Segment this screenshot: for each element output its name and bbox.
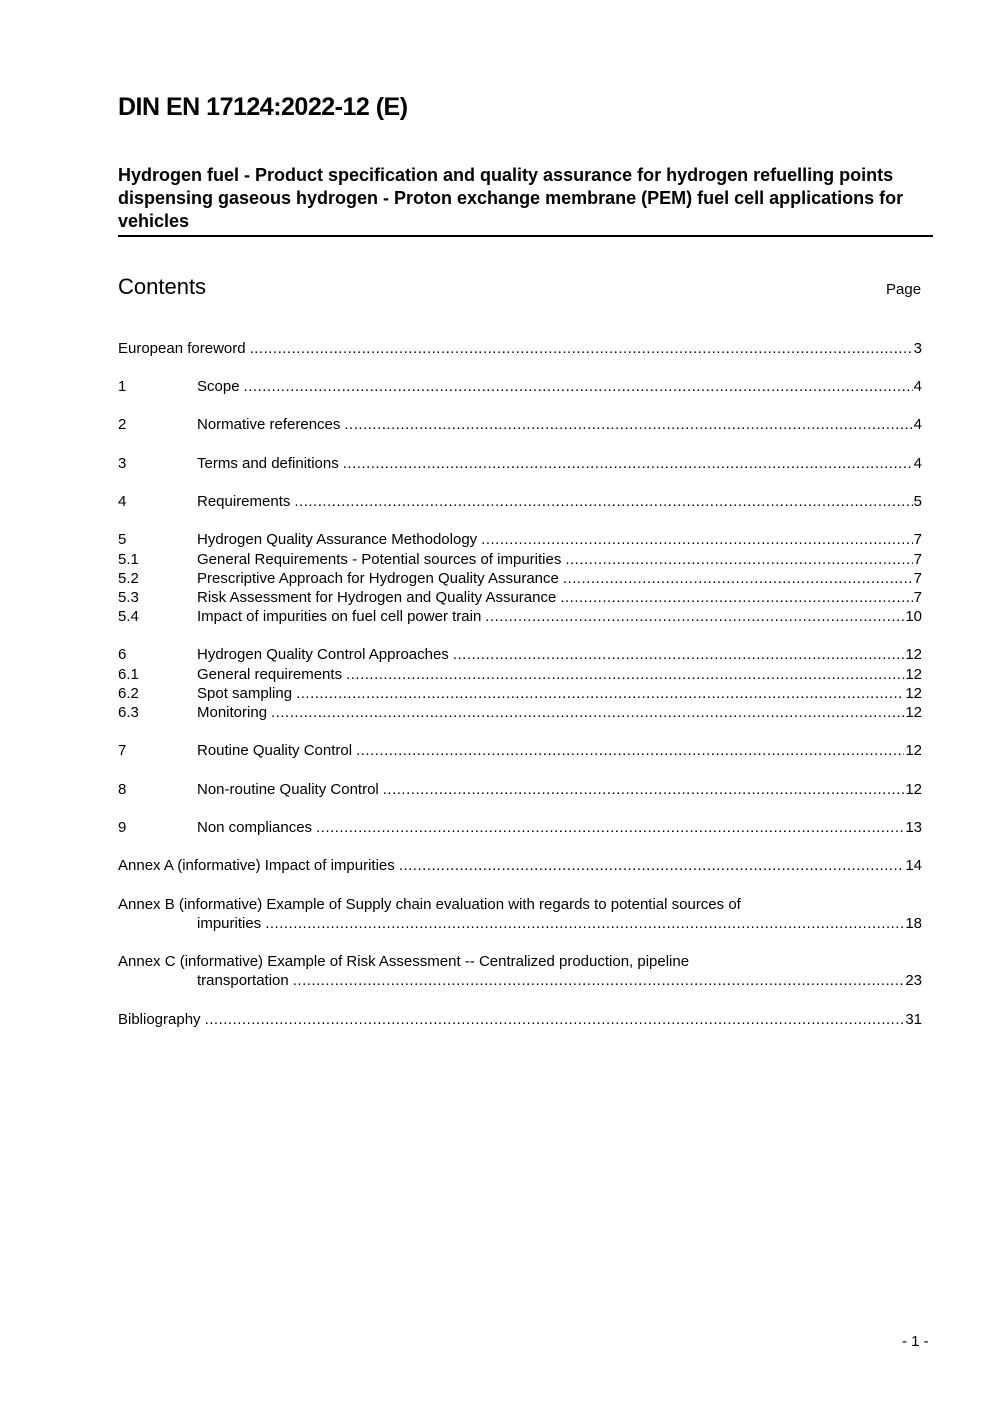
toc-entry-number: 6.2 <box>118 685 139 702</box>
toc-entry-page: 7 <box>913 551 922 568</box>
toc-entry-1[interactable] <box>118 377 922 396</box>
toc-entry-title: Terms and definitions <box>197 455 339 472</box>
toc-leader-dots <box>244 377 913 396</box>
toc-entry-title: Non compliances <box>197 819 313 836</box>
toc-entry-title: Non-routine Quality Control <box>197 781 379 798</box>
toc-entry-page: 12 <box>905 685 922 702</box>
toc-entry-number: 5.4 <box>118 608 139 625</box>
toc-entry-title: Hydrogen Quality Assurance Methodology <box>197 531 478 548</box>
toc-entry-6-2[interactable] <box>118 684 922 703</box>
toc-entry-title: Spot sampling <box>197 685 293 702</box>
toc-entry-number: 6.1 <box>118 666 139 683</box>
toc-entry-3[interactable] <box>118 454 922 473</box>
toc-entry-number: 6 <box>118 646 127 663</box>
toc-entry-5-4[interactable] <box>118 607 922 626</box>
toc-entry-number: 9 <box>118 819 127 836</box>
toc-entry-6-3[interactable] <box>118 703 922 722</box>
toc-entry-annex-c-title[interactable]: Annex C (informative) Example of Risk Assessment -- Centralized production, pipeline <box>118 953 690 970</box>
toc-entry-5-2[interactable] <box>118 569 922 588</box>
toc-entry-title: Normative references <box>197 416 341 433</box>
toc-entry-page: 31 <box>905 1011 922 1028</box>
toc-entry-6-1[interactable] <box>118 665 922 684</box>
page-number: - 1 - <box>902 1333 929 1350</box>
toc-leader-dots <box>399 856 905 875</box>
document-title: Hydrogen fuel - Product specification and quality assurance for hydrogen refuelling points dispensing gaseous hydrogen - Proton exchange membrane (PEM) fuel cell applications for vehicles <box>118 164 933 237</box>
toc-entry-bibliography[interactable] <box>118 1010 922 1029</box>
toc-entry-title-continued: impurities <box>197 915 262 932</box>
toc-entry-page: 13 <box>905 819 922 836</box>
toc-entry-number: 6.3 <box>118 704 139 721</box>
toc-leader-dots <box>343 454 913 473</box>
toc-entry-page: 5 <box>913 493 922 510</box>
toc-leader-dots <box>271 703 904 722</box>
toc-entry-page: 4 <box>913 378 922 395</box>
toc-entry-title: Impact of impurities on fuel cell power train <box>197 608 482 625</box>
toc-leader-dots <box>294 492 912 511</box>
toc-leader-dots <box>296 684 904 703</box>
toc-entry-number: 2 <box>118 416 127 433</box>
toc-entry-annex-c[interactable] <box>118 971 922 990</box>
toc-entry-title-continued: transportation <box>197 972 289 989</box>
toc-entry-number: 5 <box>118 531 127 548</box>
toc-leader-dots <box>453 645 905 664</box>
toc-entry-number: 5.2 <box>118 570 139 587</box>
toc-entry-page: 14 <box>905 857 922 874</box>
toc-leader-dots <box>563 569 913 588</box>
toc-entry-page: 12 <box>905 704 922 721</box>
toc-leader-dots <box>485 607 904 626</box>
toc-entry-5-1[interactable] <box>118 550 922 569</box>
toc-leader-dots <box>481 530 912 549</box>
toc-leader-dots <box>316 818 904 837</box>
toc-leader-dots <box>265 914 904 933</box>
toc-entry-title: Prescriptive Approach for Hydrogen Quality Assurance <box>197 570 559 587</box>
toc-leader-dots <box>344 415 912 434</box>
toc-entry-number: 4 <box>118 493 127 510</box>
toc-leader-dots <box>560 588 912 607</box>
toc-entry-number: 7 <box>118 742 127 759</box>
toc-leader-dots <box>356 741 904 760</box>
toc-entry-annex-b-title[interactable]: Annex B (informative) Example of Supply chain evaluation with regards to potential sources of <box>118 896 741 913</box>
toc-entry-page: 4 <box>913 416 922 433</box>
toc-entry-page: 18 <box>905 915 922 932</box>
toc-entry-foreword[interactable] <box>118 339 922 358</box>
toc-leader-dots <box>205 1010 905 1029</box>
contents-heading: Contents <box>118 274 207 299</box>
toc-entry-number: 3 <box>118 455 127 472</box>
toc-entry-annex-a[interactable] <box>118 856 922 875</box>
toc-entry-5[interactable] <box>118 530 922 549</box>
toc-entry-page: 12 <box>905 646 922 663</box>
toc-entry-7[interactable] <box>118 741 922 760</box>
toc-entry-number: 8 <box>118 781 127 798</box>
toc-leader-dots <box>346 665 904 684</box>
toc-leader-dots <box>565 550 912 569</box>
toc-entry-title: Routine Quality Control <box>197 742 353 759</box>
toc-entry-title: Bibliography <box>118 1011 201 1028</box>
toc-entry-4[interactable] <box>118 492 922 511</box>
toc-entry-2[interactable] <box>118 415 922 434</box>
toc-entry-number: 5.1 <box>118 551 139 568</box>
toc-entry-page: 7 <box>913 589 922 606</box>
document-code: DIN EN 17124:2022-12 (E) <box>118 93 408 121</box>
toc-entry-title: Scope <box>197 378 240 395</box>
toc-entry-page: 23 <box>905 972 922 989</box>
toc-entry-page: 7 <box>913 531 922 548</box>
toc-entry-9[interactable] <box>118 818 922 837</box>
page-column-label: Page <box>886 281 922 298</box>
toc-entry-title: Monitoring <box>197 704 268 721</box>
toc-entry-title: Hydrogen Quality Control Approaches <box>197 646 449 663</box>
toc-entry-page: 3 <box>913 340 922 357</box>
toc-entry-page: 12 <box>905 742 922 759</box>
toc-entry-title: General requirements <box>197 666 343 683</box>
toc-entry-title: Risk Assessment for Hydrogen and Quality Assurance <box>197 589 557 606</box>
toc-entry-page: 12 <box>905 666 922 683</box>
toc-entry-page: 12 <box>905 781 922 798</box>
toc-entry-number: 1 <box>118 378 127 395</box>
toc-leader-dots <box>383 780 905 799</box>
toc-entry-5-3[interactable] <box>118 588 922 607</box>
toc-entry-title: Requirements <box>197 493 291 510</box>
toc-entry-title: General Requirements - Potential sources of impurities <box>197 551 562 568</box>
toc-entry-annex-b[interactable] <box>118 914 922 933</box>
toc-leader-dots <box>293 971 905 990</box>
toc-entry-8[interactable] <box>118 780 922 799</box>
toc-entry-title: Annex A (informative) Impact of impurities <box>118 857 395 874</box>
toc-entry-number: 5.3 <box>118 589 139 606</box>
toc-entry-page: 7 <box>913 570 922 587</box>
toc-entry-page: 10 <box>905 608 922 625</box>
toc-entry-page: 4 <box>913 455 922 472</box>
toc-entry-6[interactable] <box>118 645 922 664</box>
toc-leader-dots <box>250 339 913 358</box>
toc-entry-title: European foreword <box>118 340 246 357</box>
